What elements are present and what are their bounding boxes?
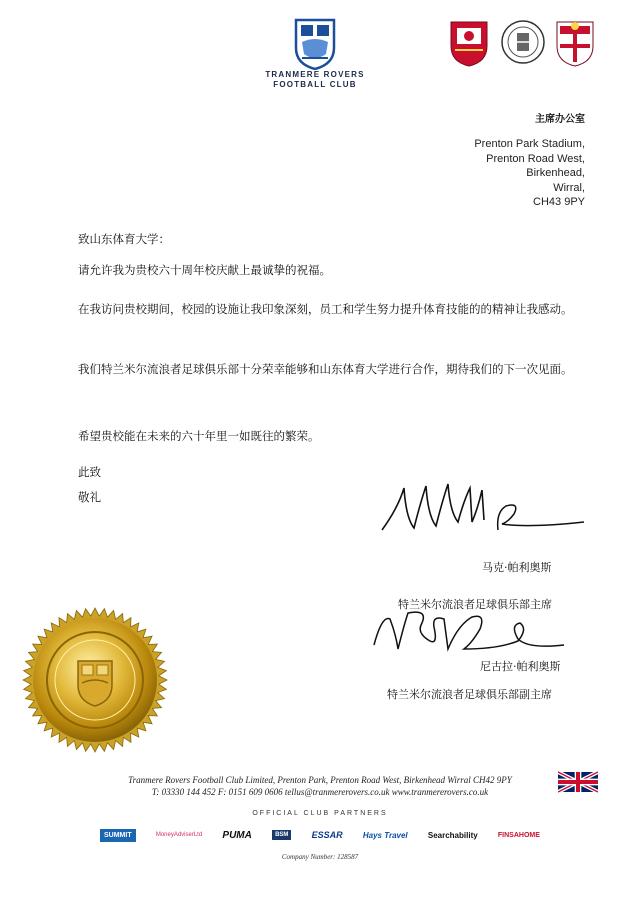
partner-logo-bsm: BSM xyxy=(272,830,291,840)
partner-logos xyxy=(100,824,540,846)
paragraph-1: 请允许我为贵校六十周年校庆献上最诚挚的祝福。 xyxy=(78,263,331,277)
address-line: Wirral, xyxy=(553,181,585,194)
signature-2 xyxy=(368,605,568,660)
partner-logo-searchability: Searchability xyxy=(427,830,478,840)
signatory-1-name: 马克·帕利奥斯 xyxy=(482,561,552,574)
footer-company-line: Tranmere Rovers Football Club Limited, Prenton Park, Prenton Road West, Birkenhead Wirral CH42 9PY xyxy=(128,775,512,785)
gold-seal-icon xyxy=(20,605,170,755)
address-line: Prenton Road West, xyxy=(486,152,585,165)
partner-logo-finsahome: FINSAHOME xyxy=(497,831,540,839)
paragraph-3: 我们特兰米尔流浪者足球俱乐部十分荣幸能够和山东体育大学进行合作，期待我们的下一次见面。 xyxy=(78,362,573,376)
address-line: CH43 9PY xyxy=(533,196,585,208)
company-number: Company Number: 128587 xyxy=(281,853,359,861)
partners-heading: OFFICIAL CLUB PARTNERS xyxy=(252,810,388,817)
signature-1 xyxy=(378,478,588,538)
paragraph-2: 在我访问贵校期间，校园的设施让我印象深刻，员工和学生努力提升体育技能的的精神让我感动。 xyxy=(78,302,573,316)
shandong-emblem-icon xyxy=(502,21,544,63)
closing-line-1: 此致 xyxy=(78,465,101,479)
partner-logo-money-adviser: MoneyAdviserLtd xyxy=(155,832,203,838)
signatory-2-title: 特兰米尔流浪者足球俱乐部副主席 xyxy=(387,688,552,701)
partner-logo-hays-travel: Hays Travel xyxy=(362,830,408,840)
office-title: 主席办公室 xyxy=(535,114,585,125)
greeting: 致山东体育大学： xyxy=(78,232,170,246)
address-line: Birkenhead, xyxy=(526,167,585,179)
partner-crests xyxy=(447,18,597,68)
uk-flag-icon xyxy=(558,769,598,795)
club-name xyxy=(240,70,390,90)
club-name-line1: TRANMERE ROVERS xyxy=(265,70,365,79)
signatory-1-title: 特兰米尔流浪者足球俱乐部主席 xyxy=(398,598,552,611)
footer-contact-line: T: 03330 144 452 F: 0151 609 0606 tellus@tranmererovers.co.uk www.tranmererovers.co.uk xyxy=(151,787,489,797)
club-name-line2: FOOTBALL CLUB xyxy=(273,80,357,89)
partner-logo-summit: SUMMIT xyxy=(100,829,136,842)
partner-logo-puma: PUMA xyxy=(222,829,252,841)
club-crest-logo xyxy=(292,18,338,70)
wirral-crest-icon xyxy=(451,22,487,66)
address-line: Prenton Park Stadium, xyxy=(474,138,585,150)
paragraph-4: 希望贵校能在未来的六十年里一如既往的繁荣。 xyxy=(78,429,320,443)
closing-line-2: 敬礼 xyxy=(78,490,101,504)
signatory-2-name: 尼古拉·帕利奥斯 xyxy=(480,660,561,673)
partner-logo-essar: ESSAR xyxy=(311,830,343,840)
address-block xyxy=(474,137,585,210)
birkenhead-crest-icon xyxy=(557,22,593,66)
